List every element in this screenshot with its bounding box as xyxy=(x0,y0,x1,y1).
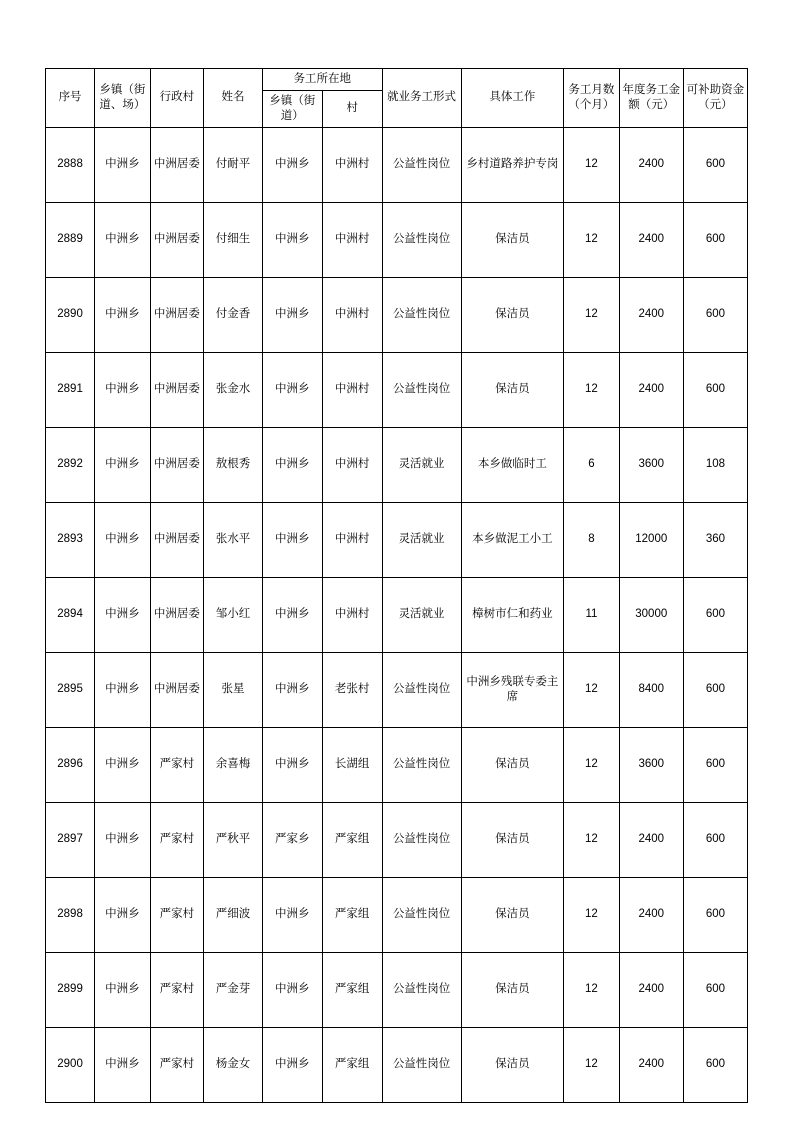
cell-name: 张金水 xyxy=(204,352,263,427)
cell-work-village: 老张村 xyxy=(322,652,382,727)
cell-annual-amount: 2400 xyxy=(619,1027,683,1102)
table-row xyxy=(46,202,748,277)
cell-employment-form: 公益性岗位 xyxy=(382,1027,461,1102)
cell-town: 中洲乡 xyxy=(95,127,151,202)
cell-annual-amount: 2400 xyxy=(619,127,683,202)
cell-annual-amount: 2400 xyxy=(619,802,683,877)
cell-work-town: 中洲乡 xyxy=(262,952,322,1027)
cell-seq: 2898 xyxy=(46,877,95,952)
cell-work-village: 严家组 xyxy=(322,877,382,952)
cell-months: 6 xyxy=(564,427,620,502)
cell-work-village: 中洲村 xyxy=(322,352,382,427)
cell-town: 中洲乡 xyxy=(95,352,151,427)
col-header-work-village: 村 xyxy=(322,90,382,127)
cell-employment-form: 公益性岗位 xyxy=(382,877,461,952)
cell-village: 中洲居委 xyxy=(150,427,203,502)
cell-village: 严家村 xyxy=(150,727,203,802)
cell-specific-job: 本乡做临时工 xyxy=(461,427,564,502)
cell-subsidy: 600 xyxy=(683,802,747,877)
cell-work-town: 中洲乡 xyxy=(262,877,322,952)
table-row xyxy=(46,802,748,877)
cell-seq: 2893 xyxy=(46,502,95,577)
cell-subsidy: 600 xyxy=(683,652,747,727)
cell-work-village: 严家组 xyxy=(322,952,382,1027)
cell-months: 12 xyxy=(564,1027,620,1102)
table-row xyxy=(46,277,748,352)
cell-specific-job: 保洁员 xyxy=(461,952,564,1027)
cell-town: 中洲乡 xyxy=(95,952,151,1027)
cell-seq: 2890 xyxy=(46,277,95,352)
table-row xyxy=(46,727,748,802)
cell-seq: 2897 xyxy=(46,802,95,877)
table-row xyxy=(46,427,748,502)
cell-town: 中洲乡 xyxy=(95,202,151,277)
cell-work-town: 中洲乡 xyxy=(262,352,322,427)
cell-specific-job: 保洁员 xyxy=(461,1027,564,1102)
cell-name: 张星 xyxy=(204,652,263,727)
table-body xyxy=(46,127,748,1102)
cell-town: 中洲乡 xyxy=(95,427,151,502)
cell-subsidy: 600 xyxy=(683,727,747,802)
cell-seq: 2894 xyxy=(46,577,95,652)
table-header-row-1 xyxy=(46,69,748,91)
cell-employment-form: 灵活就业 xyxy=(382,427,461,502)
cell-specific-job: 中洲乡残联专委主席 xyxy=(461,652,564,727)
cell-work-village: 中洲村 xyxy=(322,427,382,502)
cell-seq: 2891 xyxy=(46,352,95,427)
cell-annual-amount: 2400 xyxy=(619,952,683,1027)
cell-village: 严家村 xyxy=(150,877,203,952)
cell-work-town: 严家乡 xyxy=(262,802,322,877)
table-row xyxy=(46,877,748,952)
cell-village: 严家村 xyxy=(150,1027,203,1102)
cell-months: 11 xyxy=(564,577,620,652)
cell-name: 付耐平 xyxy=(204,127,263,202)
col-header-name: 姓名 xyxy=(204,69,263,128)
cell-employment-form: 公益性岗位 xyxy=(382,127,461,202)
cell-subsidy: 600 xyxy=(683,127,747,202)
cell-village: 中洲居委 xyxy=(150,202,203,277)
cell-specific-job: 保洁员 xyxy=(461,352,564,427)
cell-work-town: 中洲乡 xyxy=(262,277,322,352)
cell-town: 中洲乡 xyxy=(95,277,151,352)
cell-specific-job: 保洁员 xyxy=(461,802,564,877)
cell-name: 邹小红 xyxy=(204,577,263,652)
cell-village: 严家村 xyxy=(150,802,203,877)
cell-annual-amount: 8400 xyxy=(619,652,683,727)
cell-name: 杨金女 xyxy=(204,1027,263,1102)
table-row xyxy=(46,352,748,427)
col-header-employment-form: 就业务工形式 xyxy=(382,69,461,128)
cell-work-village: 中洲村 xyxy=(322,502,382,577)
table-row xyxy=(46,502,748,577)
cell-employment-form: 灵活就业 xyxy=(382,502,461,577)
cell-annual-amount: 3600 xyxy=(619,727,683,802)
employment-subsidy-table xyxy=(45,68,748,1103)
cell-village: 中洲居委 xyxy=(150,277,203,352)
table-row xyxy=(46,952,748,1027)
cell-work-village: 长湖组 xyxy=(322,727,382,802)
cell-name: 严金芽 xyxy=(204,952,263,1027)
cell-work-town: 中洲乡 xyxy=(262,427,322,502)
cell-subsidy: 108 xyxy=(683,427,747,502)
cell-specific-job: 乡村道路养护专岗 xyxy=(461,127,564,202)
cell-specific-job: 保洁员 xyxy=(461,877,564,952)
table-row xyxy=(46,1027,748,1102)
cell-work-town: 中洲乡 xyxy=(262,577,322,652)
cell-specific-job: 樟树市仁和药业 xyxy=(461,577,564,652)
cell-annual-amount: 12000 xyxy=(619,502,683,577)
cell-work-town: 中洲乡 xyxy=(262,1027,322,1102)
col-header-village: 行政村 xyxy=(150,69,203,128)
cell-employment-form: 公益性岗位 xyxy=(382,802,461,877)
cell-employment-form: 公益性岗位 xyxy=(382,952,461,1027)
cell-subsidy: 600 xyxy=(683,352,747,427)
cell-work-village: 中洲村 xyxy=(322,577,382,652)
cell-subsidy: 600 xyxy=(683,1027,747,1102)
cell-town: 中洲乡 xyxy=(95,877,151,952)
cell-employment-form: 公益性岗位 xyxy=(382,277,461,352)
cell-annual-amount: 30000 xyxy=(619,577,683,652)
cell-seq: 2889 xyxy=(46,202,95,277)
table-row xyxy=(46,652,748,727)
cell-village: 严家村 xyxy=(150,952,203,1027)
cell-village: 中洲居委 xyxy=(150,502,203,577)
cell-employment-form: 公益性岗位 xyxy=(382,652,461,727)
cell-work-village: 中洲村 xyxy=(322,277,382,352)
cell-work-village: 严家组 xyxy=(322,1027,382,1102)
cell-annual-amount: 2400 xyxy=(619,277,683,352)
cell-specific-job: 保洁员 xyxy=(461,202,564,277)
cell-annual-amount: 3600 xyxy=(619,427,683,502)
cell-months: 12 xyxy=(564,952,620,1027)
cell-months: 8 xyxy=(564,502,620,577)
cell-annual-amount: 2400 xyxy=(619,877,683,952)
cell-subsidy: 360 xyxy=(683,502,747,577)
col-header-work-location: 务工所在地 xyxy=(262,69,382,91)
cell-work-village: 严家组 xyxy=(322,802,382,877)
col-header-annual-amount: 年度务工金额（元） xyxy=(619,69,683,128)
cell-name: 张水平 xyxy=(204,502,263,577)
cell-work-town: 中洲乡 xyxy=(262,202,322,277)
cell-town: 中洲乡 xyxy=(95,577,151,652)
col-header-seq: 序号 xyxy=(46,69,95,128)
cell-months: 12 xyxy=(564,277,620,352)
cell-employment-form: 公益性岗位 xyxy=(382,727,461,802)
col-header-work-town: 乡镇（街道） xyxy=(262,90,322,127)
cell-town: 中洲乡 xyxy=(95,652,151,727)
cell-months: 12 xyxy=(564,802,620,877)
cell-name: 严秋平 xyxy=(204,802,263,877)
cell-employment-form: 公益性岗位 xyxy=(382,352,461,427)
cell-seq: 2899 xyxy=(46,952,95,1027)
cell-subsidy: 600 xyxy=(683,877,747,952)
cell-town: 中洲乡 xyxy=(95,1027,151,1102)
cell-name: 敖根秀 xyxy=(204,427,263,502)
table-row xyxy=(46,577,748,652)
cell-months: 12 xyxy=(564,877,620,952)
cell-months: 12 xyxy=(564,127,620,202)
cell-town: 中洲乡 xyxy=(95,502,151,577)
cell-months: 12 xyxy=(564,652,620,727)
cell-name: 严细波 xyxy=(204,877,263,952)
cell-seq: 2895 xyxy=(46,652,95,727)
table-header xyxy=(46,69,748,128)
cell-months: 12 xyxy=(564,202,620,277)
cell-name: 付金香 xyxy=(204,277,263,352)
cell-subsidy: 600 xyxy=(683,952,747,1027)
cell-subsidy: 600 xyxy=(683,577,747,652)
cell-subsidy: 600 xyxy=(683,277,747,352)
cell-work-town: 中洲乡 xyxy=(262,727,322,802)
cell-seq: 2892 xyxy=(46,427,95,502)
cell-town: 中洲乡 xyxy=(95,727,151,802)
col-header-months: 务工月数（个月） xyxy=(564,69,620,128)
cell-specific-job: 本乡做泥工小工 xyxy=(461,502,564,577)
cell-name: 余喜梅 xyxy=(204,727,263,802)
cell-work-town: 中洲乡 xyxy=(262,502,322,577)
cell-village: 中洲居委 xyxy=(150,652,203,727)
cell-work-town: 中洲乡 xyxy=(262,127,322,202)
cell-seq: 2888 xyxy=(46,127,95,202)
cell-name: 付细生 xyxy=(204,202,263,277)
cell-seq: 2900 xyxy=(46,1027,95,1102)
cell-months: 12 xyxy=(564,352,620,427)
cell-village: 中洲居委 xyxy=(150,577,203,652)
cell-specific-job: 保洁员 xyxy=(461,727,564,802)
col-header-subsidy: 可补助资金（元） xyxy=(683,69,747,128)
cell-months: 12 xyxy=(564,727,620,802)
cell-seq: 2896 xyxy=(46,727,95,802)
cell-subsidy: 600 xyxy=(683,202,747,277)
col-header-town: 乡镇（街道、场） xyxy=(95,69,151,128)
cell-village: 中洲居委 xyxy=(150,127,203,202)
cell-employment-form: 灵活就业 xyxy=(382,577,461,652)
col-header-specific-job: 具体工作 xyxy=(461,69,564,128)
cell-annual-amount: 2400 xyxy=(619,352,683,427)
cell-work-village: 中洲村 xyxy=(322,127,382,202)
cell-work-village: 中洲村 xyxy=(322,202,382,277)
cell-annual-amount: 2400 xyxy=(619,202,683,277)
cell-specific-job: 保洁员 xyxy=(461,277,564,352)
cell-employment-form: 公益性岗位 xyxy=(382,202,461,277)
cell-work-town: 中洲乡 xyxy=(262,652,322,727)
table-row xyxy=(46,127,748,202)
cell-village: 中洲居委 xyxy=(150,352,203,427)
cell-town: 中洲乡 xyxy=(95,802,151,877)
